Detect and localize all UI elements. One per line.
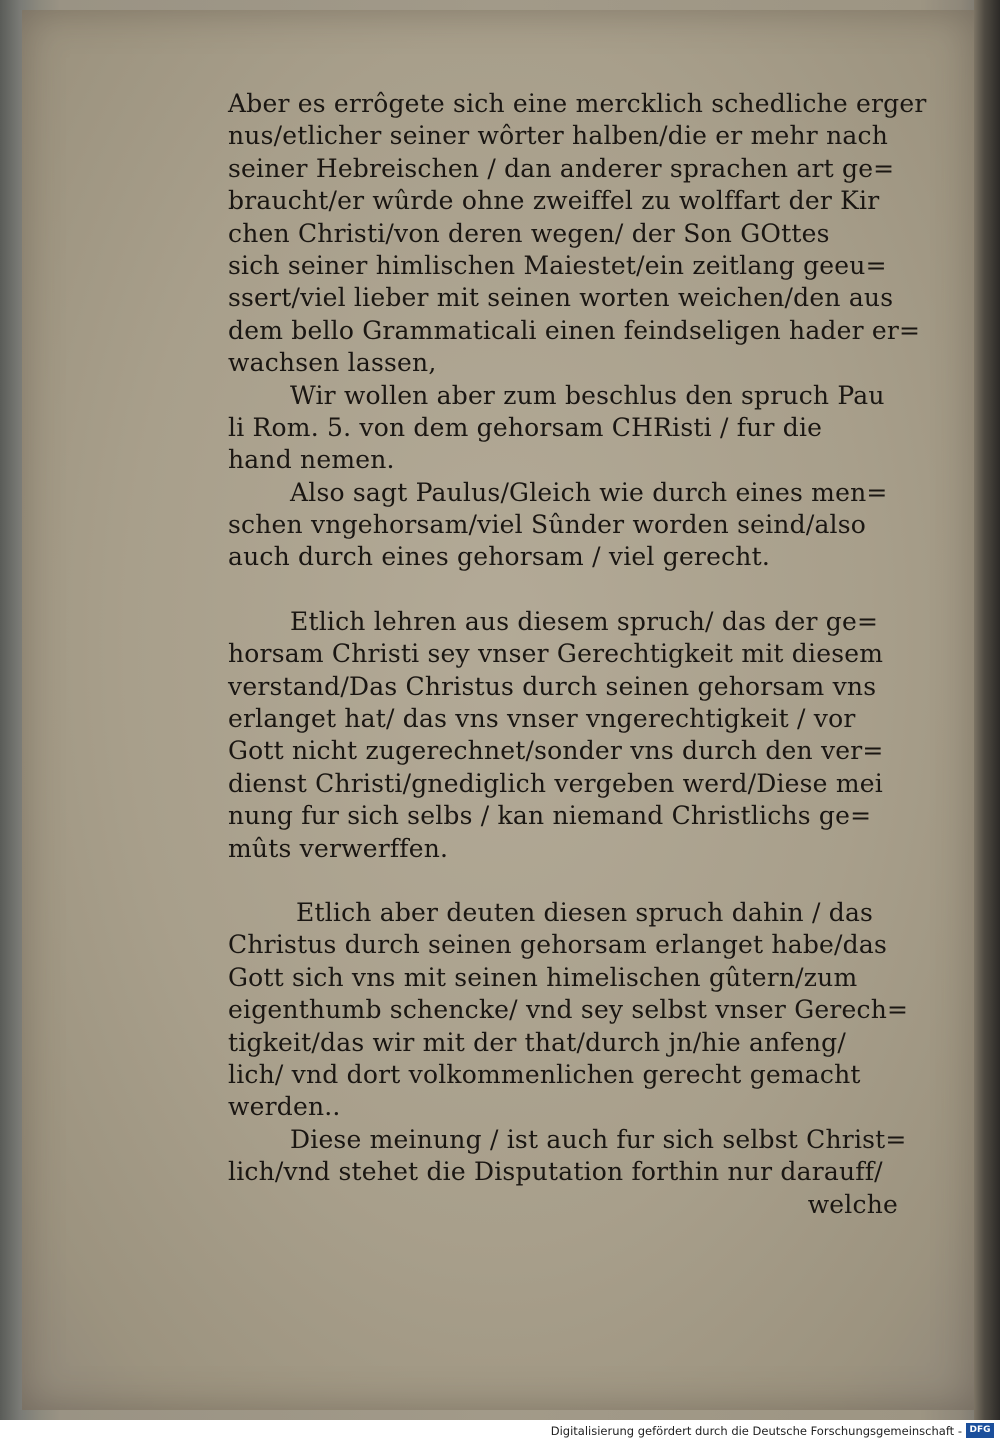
dfg-logo: DFG — [966, 1423, 994, 1438]
text-line: tigkeit/das wir mit der that/durch jn/hie anfeng/ — [228, 1027, 846, 1057]
text-line: Also sagt Paulus/Gleich wie durch eines men= — [290, 477, 888, 507]
text-line: li Rom. 5. von dem gehorsam CHRisti / fur die — [228, 412, 823, 442]
text-line: braucht/er wûrde ohne zweiffel zu wolffart der Kir — [228, 186, 880, 216]
footer-bar — [0, 1420, 1000, 1442]
text-line: seiner Hebreischen / dan anderer sprachen art ge= — [228, 153, 895, 183]
text-line: Etlich aber deuten diesen spruch dahin / das — [296, 897, 874, 927]
text-line: ssert/viel lieber mit seinen worten weichen/den aus — [228, 283, 894, 313]
paragraph-gap — [228, 865, 908, 897]
text-line: dienst Christi/gnediglich vergeben werd/Diese mei — [228, 768, 883, 798]
text-line: wachsen lassen, — [228, 348, 437, 378]
text-line: nus/etlicher seiner wôrter halben/die er mehr nach — [228, 121, 888, 151]
text-line: werden.. — [228, 1092, 341, 1122]
text-line: verstand/Das Christus durch seinen gehorsam vns — [228, 671, 877, 701]
paragraph-4 — [228, 606, 908, 865]
footer-credit: Digitalisierung gefördert durch die Deutsche Forschungsgemeinschaft - — [550, 1424, 962, 1438]
text-line: Gott nicht zugerechnet/sonder vns durch den ver= — [228, 736, 884, 766]
paragraph-5 — [228, 897, 908, 1124]
text-line: auch durch eines gehorsam / viel gerecht. — [228, 542, 770, 572]
paragraph-6 — [228, 1124, 908, 1189]
paragraph-2 — [228, 380, 908, 477]
text-line: schen vngehorsam/viel Sûnder worden seind/also — [228, 510, 867, 540]
text-line: lich/ vnd dort volkommenlichen gerecht gemacht — [228, 1059, 861, 1089]
text-line: erlanget hat/ das vns vnser vngerechtigkeit / vor — [228, 704, 856, 734]
book-binding-edge — [974, 0, 1000, 1420]
text-line: sich seiner himlischen Maiestet/ein zeitlang geeu= — [228, 250, 887, 280]
text-line: eigenthumb schencke/ vnd sey selbst vnser Gerech= — [228, 995, 909, 1025]
text-line: mûts verwerffen. — [228, 833, 449, 863]
text-line: Etlich lehren aus diesem spruch/ das der ge= — [290, 606, 879, 636]
page-text-block — [228, 88, 927, 1221]
text-line: hand nemen. — [228, 445, 395, 475]
text-line: Wir wollen aber zum beschlus den spruch Pau — [290, 380, 885, 410]
text-line: Aber es errôgete sich eine mercklich schedliche erger — [228, 89, 927, 118]
text-line: Diese meinung / ist auch fur sich selbst Christ= — [290, 1124, 907, 1154]
text-line: chen Christi/von deren wegen/ der Son GOttes — [228, 218, 830, 248]
paragraph-1 — [228, 88, 927, 380]
text-line: lich/vnd stehet die Disputation forthin nur darauff/ — [228, 1157, 883, 1187]
text-line: horsam Christi sey vnser Gerechtigkeit mit diesem — [228, 639, 884, 669]
text-line: nung fur sich selbs / kan niemand Christlichs ge= — [228, 801, 872, 831]
paragraph-3 — [228, 477, 908, 574]
text-line: Christus durch seinen gehorsam erlanget habe/das — [228, 930, 887, 960]
text-line: dem bello Grammaticali einen feindseligen hader er= — [228, 315, 921, 345]
catchword: welche — [807, 1189, 898, 1219]
text-line: Gott sich vns mit seinen himelischen gûtern/zum — [228, 962, 858, 992]
paragraph-gap — [228, 574, 908, 606]
